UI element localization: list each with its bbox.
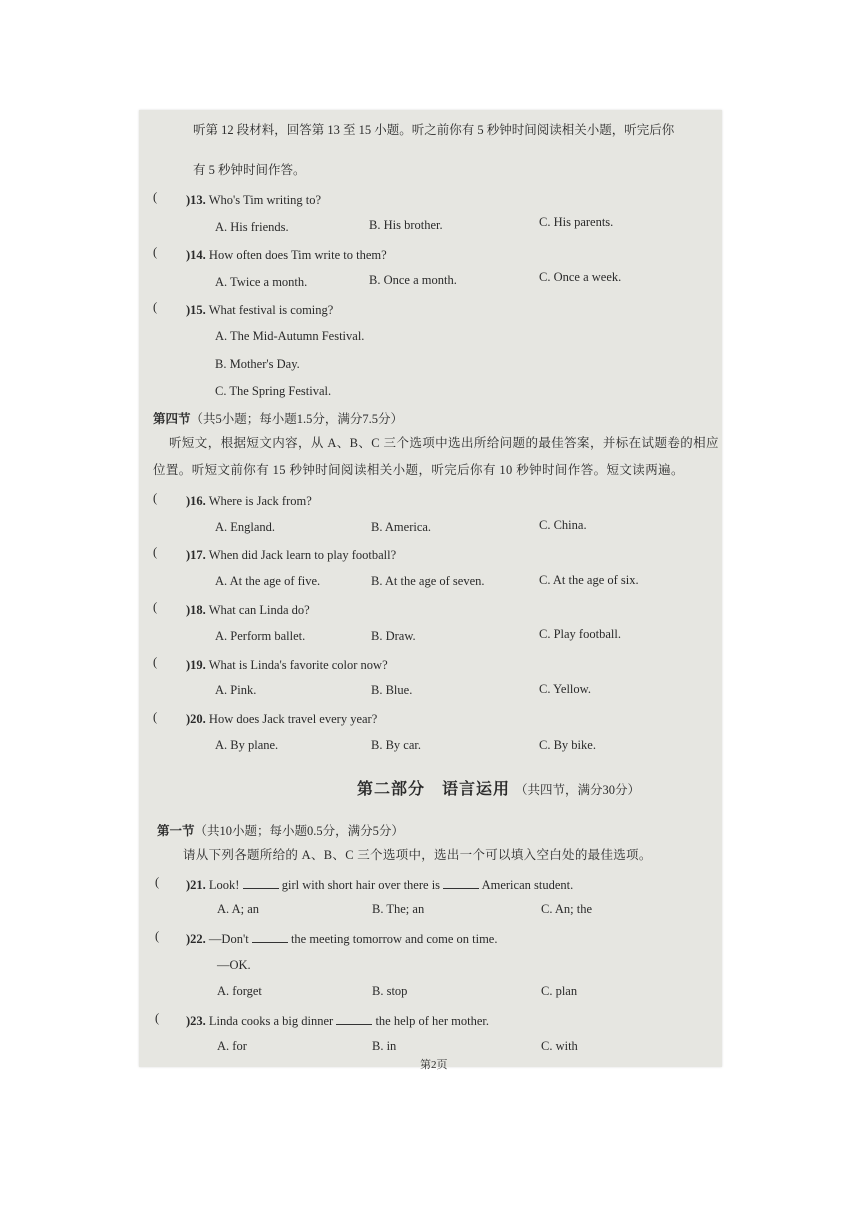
section-1-header xyxy=(157,821,404,839)
question-number: )21. xyxy=(186,878,206,892)
answer-blank[interactable] xyxy=(243,876,279,889)
question-stem xyxy=(186,1012,489,1029)
question-text: When did Jack learn to play football? xyxy=(208,548,397,562)
option-c: C. By bike. xyxy=(539,738,596,752)
answer-paren[interactable]: ( xyxy=(153,245,158,259)
option-b: B. in xyxy=(372,1039,397,1053)
option-b: B. His brother. xyxy=(369,218,443,232)
question-stem xyxy=(186,493,312,509)
option-a: A. Pink. xyxy=(215,683,257,697)
question-text: What festival is coming? xyxy=(208,303,334,317)
question-number: )15. xyxy=(186,303,206,317)
option-a: A. A; an xyxy=(217,902,260,916)
question-number: )22. xyxy=(186,932,206,946)
answer-paren[interactable]: ( xyxy=(153,600,158,614)
option-b: B. By car. xyxy=(371,738,421,752)
stem-part-1: —Don't xyxy=(208,932,249,946)
option-b: B. America. xyxy=(371,520,432,534)
option-c: C. Yellow. xyxy=(539,682,591,696)
option-a: A. Twice a month. xyxy=(215,275,308,289)
option-b: B. The; an xyxy=(372,902,425,916)
question-number: )23. xyxy=(186,1014,206,1028)
question-text: Where is Jack from? xyxy=(208,494,312,508)
question-stem xyxy=(186,247,387,263)
section-title: 第一节 xyxy=(157,824,195,838)
question-text: How does Jack travel every year? xyxy=(208,712,378,726)
question-number: )17. xyxy=(186,548,206,562)
section-meta: （共10小题；每小题0.5分，满分5分） xyxy=(194,824,404,838)
answer-paren[interactable]: ( xyxy=(153,300,158,314)
option-c: C. plan xyxy=(541,984,578,998)
answer-paren[interactable]: ( xyxy=(153,655,158,669)
question-stem xyxy=(186,930,497,947)
exam-page xyxy=(139,110,722,1071)
question-stem xyxy=(186,302,333,318)
answer-paren[interactable]: ( xyxy=(155,1011,160,1025)
answer-paren[interactable]: ( xyxy=(155,929,160,943)
answer-paren[interactable]: ( xyxy=(153,545,158,559)
answer-blank[interactable] xyxy=(443,876,479,889)
question-stem xyxy=(186,876,573,893)
part-2-title xyxy=(357,776,640,799)
option-a: A. England. xyxy=(215,520,276,534)
question-number: )19. xyxy=(186,658,206,672)
option-c: C. China. xyxy=(539,518,587,532)
dialogue-reply: —OK. xyxy=(217,958,251,972)
option-c: C. The Spring Festival. xyxy=(215,384,332,398)
question-number: )20. xyxy=(186,712,206,726)
option-b: B. stop xyxy=(372,984,408,998)
question-number: )16. xyxy=(186,494,206,508)
question-text: What can Linda do? xyxy=(208,603,310,617)
question-number: )18. xyxy=(186,603,206,617)
question-stem xyxy=(186,547,396,563)
page-number: 第2页 xyxy=(420,1059,448,1071)
option-a: A. forget xyxy=(217,984,262,998)
option-c: C. Once a week. xyxy=(539,270,622,284)
section-1-instructions: 请从下列各题所给的 A、B、C 三个选项中，选出一个可以填入空白处的最佳选项。 xyxy=(183,848,652,862)
option-c: C. At the age of six. xyxy=(539,573,639,587)
option-b: B. Once a month. xyxy=(369,273,457,287)
option-c: C. Play football. xyxy=(539,627,621,641)
stem-part-2: girl with short hair over there is xyxy=(281,878,441,892)
answer-blank[interactable] xyxy=(252,930,288,943)
question-number: )14. xyxy=(186,248,206,262)
intro-line-2: 有 5 秒钟时间作答。 xyxy=(193,163,306,177)
question-text: Who's Tim writing to? xyxy=(208,193,322,207)
option-c: C. with xyxy=(541,1039,578,1053)
section-meta: （共5小题；每小题1.5分，满分7.5分） xyxy=(190,412,404,426)
option-c: C. An; the xyxy=(541,902,593,916)
section-title: 第四节 xyxy=(153,412,191,426)
option-a: A. By plane. xyxy=(215,738,279,752)
option-a: A. His friends. xyxy=(215,220,289,234)
answer-blank[interactable] xyxy=(336,1012,372,1025)
answer-paren[interactable]: ( xyxy=(153,491,158,505)
option-b: B. Blue. xyxy=(371,683,413,697)
answer-paren[interactable]: ( xyxy=(153,190,158,204)
question-stem xyxy=(186,657,388,673)
question-stem xyxy=(186,602,310,618)
option-a: A. The Mid-Autumn Festival. xyxy=(215,329,365,343)
answer-paren[interactable]: ( xyxy=(155,875,160,889)
question-text: What is Linda's favorite color now? xyxy=(208,658,388,672)
section-4-instructions-1: 听短文，根据短文内容，从 A、B、C 三个选项中选出所给问题的最佳答案，并标在试题卷的相应 xyxy=(169,436,719,450)
option-a: A. Perform ballet. xyxy=(215,629,306,643)
intro-line-1: 听第 12 段材料，回答第 13 至 15 小题。听之前你有 5 秒钟时间阅读相关小题，听完后你 xyxy=(193,123,675,137)
option-a: A. At the age of five. xyxy=(215,574,321,588)
question-stem xyxy=(186,711,377,727)
section-4-instructions-2: 位置。听短文前你有 15 秒钟时间阅读相关小题，听完后你有 10 秒钟时间作答。短文读两遍。 xyxy=(153,463,684,477)
option-a: A. for xyxy=(217,1039,247,1053)
stem-part-1: Look! xyxy=(208,878,240,892)
question-text: How often does Tim write to them? xyxy=(208,248,387,262)
part-title-text: 第二部分 语言运用 xyxy=(357,781,511,798)
option-b: B. Draw. xyxy=(371,629,416,643)
stem-part-3: American student. xyxy=(481,878,574,892)
stem-part-1: Linda cooks a big dinner xyxy=(208,1014,334,1028)
option-b: B. Mother's Day. xyxy=(215,357,300,371)
stem-part-2: the meeting tomorrow and come on time. xyxy=(290,932,498,946)
section-4-header xyxy=(153,409,403,427)
stem-part-2: the help of her mother. xyxy=(375,1014,489,1028)
question-number: )13. xyxy=(186,193,206,207)
option-c: C. His parents. xyxy=(539,215,614,229)
answer-paren[interactable]: ( xyxy=(153,710,158,724)
option-b: B. At the age of seven. xyxy=(371,574,485,588)
question-stem xyxy=(186,192,321,208)
part-title-meta: （共四节，满分30分） xyxy=(515,783,641,797)
